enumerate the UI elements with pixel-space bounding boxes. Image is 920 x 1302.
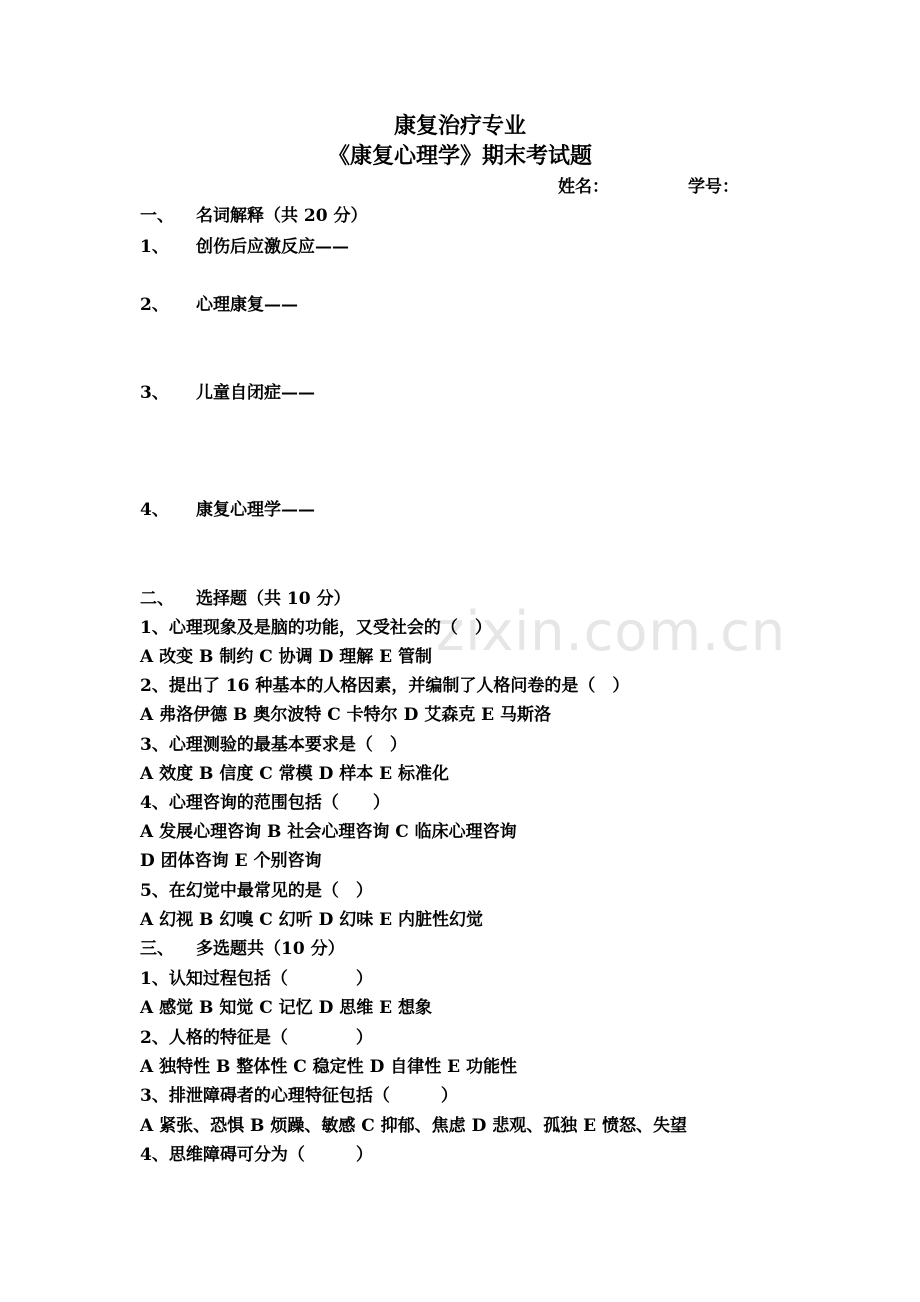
question-line: 5、在幻觉中最常见的是（ ）	[140, 881, 373, 901]
student-id-label: 学号：	[688, 177, 739, 197]
options-line: A 效度 B 信度 C 常模 D 样本 E 标准化	[140, 764, 450, 784]
section-3-heading	[140, 938, 345, 960]
term-number: 4、	[140, 500, 169, 520]
term-text: 康复心理学——	[196, 500, 315, 520]
options-line: A 发展心理咨询 B 社会心理咨询 C 临床心理咨询	[140, 822, 517, 842]
term-text: 创伤后应激反应——	[196, 237, 349, 257]
options-line: D 团体咨询 E 个别咨询	[140, 851, 322, 871]
question-line: 1、认知过程包括（ ）	[140, 969, 373, 989]
term-text: 儿童自闭症——	[196, 383, 315, 403]
term-item	[140, 382, 315, 404]
options-line: A 幻视 B 幻嗅 C 幻听 D 幻味 E 内脏性幻觉	[140, 910, 484, 930]
options-line: A 感觉 B 知觉 C 记忆 D 思维 E 想象	[140, 998, 433, 1018]
options-line: A 改变 B 制约 C 协调 D 理解 E 管制	[140, 647, 433, 667]
term-number: 2、	[140, 295, 169, 315]
options-line: A 紧张、恐惧 B 烦躁、敏感 C 抑郁、焦虑 D 悲观、孤独 E 愤怒、失望	[140, 1116, 688, 1136]
section-2-title: 选择题（共 10 分）	[196, 589, 351, 609]
term-text: 心理康复——	[196, 295, 298, 315]
section-1-title: 名词解释（共 20 分）	[196, 206, 368, 226]
question-line: 1、心理现象及是脑的功能，又受社会的（ ）	[140, 618, 492, 638]
section-3-title: 多选题共（10 分）	[196, 939, 345, 959]
exam-title-major: 康复治疗专业	[393, 113, 526, 139]
term-item	[140, 236, 349, 258]
question-line: 4、心理咨询的范围包括（ ）	[140, 793, 390, 813]
question-line: 4、思维障碍可分为（ ）	[140, 1145, 373, 1165]
section-3-number: 三、	[140, 939, 174, 959]
question-line: 2、提出了 16 种基本的人格因素，并编制了人格问卷的是（ ）	[140, 676, 630, 696]
question-line: 3、排泄障碍者的心理特征包括（ ）	[140, 1086, 458, 1106]
question-line: 2、人格的特征是（ ）	[140, 1028, 373, 1048]
options-line: A 弗洛伊德 B 奥尔波特 C 卡特尔 D 艾森克 E 马斯洛	[140, 705, 552, 725]
section-1-number: 一、	[140, 206, 174, 226]
term-item	[140, 499, 315, 521]
exam-title-course: 《康复心理学》期末考试题	[327, 143, 592, 169]
question-line: 3、心理测验的最基本要求是（ ）	[140, 735, 407, 755]
options-line: A 独特性 B 整体性 C 稳定性 D 自律性 E 功能性	[140, 1057, 518, 1077]
section-2-number: 二、	[140, 589, 174, 609]
section-1-heading	[140, 205, 368, 227]
term-item	[140, 294, 298, 316]
name-label: 姓名：	[558, 177, 609, 197]
watermark: zixin.com.cn	[436, 600, 787, 663]
term-number: 1、	[140, 237, 169, 257]
term-number: 3、	[140, 383, 169, 403]
section-2-heading	[140, 588, 351, 610]
